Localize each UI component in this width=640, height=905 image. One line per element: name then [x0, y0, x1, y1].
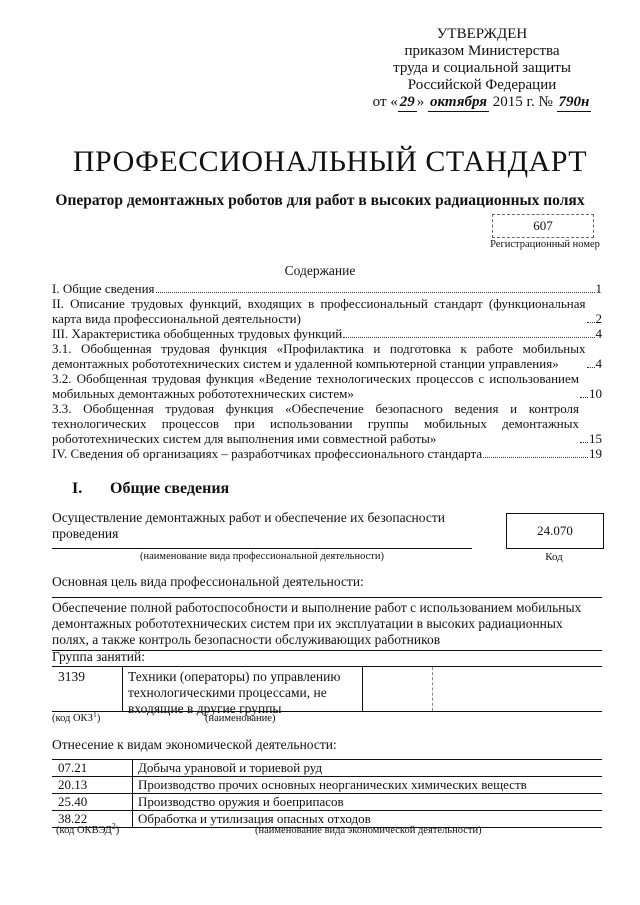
- table-divider: [132, 777, 133, 793]
- toc-entry[interactable]: [52, 371, 602, 401]
- toc-entry-text: II. Описание трудовых функций, входящих в профессиональный стандарт (функциональная карта вида профессиональной деятельности): [52, 296, 586, 326]
- table-of-contents: [52, 281, 602, 461]
- toc-leader: [156, 292, 595, 293]
- date-day: 29: [399, 94, 415, 110]
- date-mid: »: [416, 94, 425, 110]
- goal-text: Обеспечение полной работоспособности и выполнение работ с использованием мобильных демонтажных робототехнических систем при их эксплуатации в высоких радиационных полях, а также контроль безопасности обслуживающих работников: [52, 597, 602, 651]
- table-divider: [122, 667, 123, 711]
- occupation-group-code: 3139: [58, 669, 85, 684]
- okved-name-caption: (наименование вида экономической деятельности): [255, 825, 482, 836]
- approval-block: [362, 26, 602, 112]
- approval-title: УТВЕРЖДЕН: [436, 26, 528, 42]
- occupation-group-name: Техники (операторы) по управлению технологическими процессами, не входящие в другие группы: [128, 669, 341, 716]
- table-divider: [132, 760, 133, 776]
- toc-entry-text: 3.1. Обобщенная трудовая функция «Профилактика и подготовка к работе мобильных демонтажных робототехнических систем и удаленной компьютерной станции управления»: [52, 341, 586, 371]
- economic-activity-table: [52, 759, 602, 828]
- okved-name: Обработка и утилизация опасных отходов: [138, 811, 371, 826]
- activity-underline: [52, 548, 472, 549]
- toc-entry-page: 2: [595, 311, 602, 326]
- table-divider: [132, 811, 133, 827]
- table-divider: [132, 794, 133, 810]
- table-divider: [362, 667, 363, 711]
- goal-label: Основная цель вида профессиональной деятельности:: [52, 574, 364, 589]
- table-row: [52, 776, 602, 793]
- standard-subtitle: Оператор демонтажных роботов для работ в высоких радиационных полях: [55, 192, 585, 209]
- section-title: Общие сведения: [110, 480, 230, 497]
- table-row: [52, 793, 602, 810]
- toc-entry-page: 10: [589, 386, 602, 401]
- toc-entry-page: 4: [595, 356, 602, 371]
- okved-name: Производство прочих основных неорганических химических веществ: [138, 777, 527, 792]
- toc-heading: Содержание: [284, 263, 356, 278]
- okved-name: Производство оружия и боеприпасов: [138, 794, 344, 809]
- approval-line-4: Российской Федерации: [407, 77, 557, 93]
- toc-entry[interactable]: [52, 341, 602, 371]
- toc-entry[interactable]: [52, 446, 602, 461]
- registration-number-box: 607: [492, 214, 594, 238]
- toc-entry-text: I. Общие сведения: [52, 281, 155, 296]
- date-year: 2015 г. №: [492, 94, 553, 110]
- section-number: I.: [72, 480, 83, 497]
- toc-entry-page: 19: [589, 446, 602, 461]
- toc-entry-text: 3.3. Обобщенная трудовая функция «Обеспечение безопасного ведения и контроля технологических процессов при использовании группы мобильных демонтажных робототехнических систем для выполнения ими совместной работы»: [52, 401, 579, 446]
- okz-name-caption: (наименование): [205, 713, 276, 724]
- table-divider: [432, 667, 433, 711]
- activity-caption: (наименование вида профессиональной деятельности): [140, 551, 384, 562]
- toc-entry[interactable]: [52, 281, 602, 296]
- toc-entry-page: 15: [589, 431, 602, 446]
- approval-line-2: приказом Министерства: [404, 43, 560, 59]
- toc-leader: [587, 322, 595, 323]
- okved-code: 38.22: [58, 811, 88, 826]
- date-month: октября: [430, 94, 487, 110]
- toc-entry[interactable]: [52, 296, 602, 326]
- toc-entry[interactable]: [52, 326, 602, 341]
- okved-code-caption: (код ОКВЭД$^2$): [56, 821, 120, 836]
- toc-entry[interactable]: [52, 401, 602, 446]
- toc-entry-page: 4: [595, 326, 602, 341]
- toc-leader: [343, 337, 594, 338]
- activity-name: Осуществление демонтажных работ и обеспечение их безопасности проведения: [52, 510, 445, 541]
- okved-code: 25.40: [58, 794, 88, 809]
- activity-code-box: 24.070: [506, 513, 604, 549]
- occupation-group-label: Группа занятий:: [52, 649, 145, 664]
- okved-code: 07.21: [58, 760, 88, 775]
- registration-number-label: Регистрационный номер: [490, 239, 600, 250]
- toc-leader: [587, 367, 595, 368]
- economic-activity-label: Отнесение к видам экономической деятельности:: [52, 737, 337, 752]
- toc-entry-text: IV. Сведения об организациях – разработчиках профессионального стандарта: [52, 446, 483, 461]
- approval-date-line: [362, 94, 602, 112]
- activity-code-caption: Код: [545, 551, 563, 563]
- date-prefix: от «: [372, 94, 398, 110]
- toc-entry-text: III. Характеристика обобщенных трудовых функций: [52, 326, 343, 341]
- toc-leader: [580, 442, 588, 443]
- page-title: ПРОФЕССИОНАЛЬНЫЙ СТАНДАРТ: [72, 145, 588, 178]
- okved-code: 20.13: [58, 777, 88, 792]
- table-row: [52, 759, 602, 776]
- toc-entry-page: 1: [595, 281, 602, 296]
- approval-line-3: труда и социальной защиты: [393, 60, 571, 76]
- toc-entry-text: 3.2. Обобщенная трудовая функция «Ведение технологических процессов с использованием мобильных демонтажных робототехнических систем»: [52, 371, 579, 401]
- occupation-group-table: [52, 666, 602, 716]
- okz-code-caption: (код ОКЗ$^1$): [52, 709, 101, 724]
- toc-leader: [580, 397, 588, 398]
- order-number: 790н: [558, 94, 590, 110]
- toc-leader: [483, 457, 588, 458]
- okved-name: Добыча урановой и ториевой руд: [138, 760, 323, 775]
